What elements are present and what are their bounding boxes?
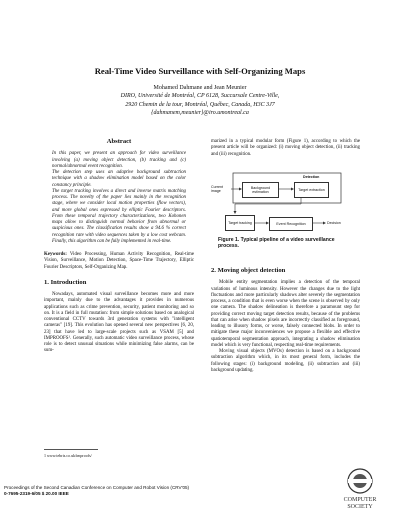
decision-label: Decision (327, 221, 341, 225)
author-block (0, 84, 400, 118)
author-email: {dahmanem,meunier}@iro.umontreal.ca (151, 110, 249, 117)
abstract-body (44, 151, 194, 245)
proceedings-line: Proceedings of the Second Canadian Conference on Computer and Robot Vision (CRV'05) (4, 485, 190, 490)
footnote-rule (44, 449, 98, 450)
section-heading: 2. Moving object detection (211, 267, 286, 274)
computer-society-logo (330, 466, 390, 512)
abstract-paragraph: In this paper, we present an approach for video surveillance involving (a) moving object detection, (b) tracking and (c) normal/abnormal event recognition. (52, 151, 186, 169)
left-column (44, 139, 194, 355)
right-column-bottom (211, 268, 360, 374)
camera-label: Current image (211, 185, 223, 194)
authors: Mohamed Dahmane and Jean Meunier (153, 85, 247, 91)
intro-heading: 1. Introduction (44, 278, 87, 286)
arrowhead (234, 211, 237, 214)
target-extraction-box: Target extraction (294, 182, 329, 198)
abstract-paragraph: The target tracking involves a direct and inverse matrix matching process. The novelty of the paper lies mainly in the recognition stage, where we consider local motion properties (flow vectors), and more global ones expressed by elliptic Fourier descriptors. From these temporal trajectory characterizations, two Kohonen maps allow to distinguish normal behavior from abnormal or suspicious ones. The classification results show a 94.6 % correct recognition rate with video sequences taken by a low cost webcam. Finally, this algorithm can be fully implemented in real-time. (52, 188, 186, 244)
keywords-label: Keywords: (44, 252, 67, 257)
logo-text-line: SOCIETY (347, 503, 373, 510)
event-recognition-box: Event Recognition (269, 217, 313, 231)
detection-label: Detection (303, 175, 320, 179)
arrowhead (323, 222, 326, 225)
intro-paragraph: Nowadays, automated visual surveillance becomes more and more important, mainly due to the advantages it provides in numerous applications such as crime prevention, security, patient monitoring and so on. It is a field in full mutation: from simple solutions based on analogical conventional CCTV towards 3rd generation systems with "intelligent cameras" [19]. This evolution has opened several new perspectives [6, 20, 23] that have led to large-scale projects such as VSAM [5] and IMPROOFS¹. Generally, such automatic video surveillance process, whose role is to detect unusual situations while minimizing false alarms, can be sum- (44, 292, 194, 354)
paper-title: Real-Time Video Surveillance with Self-Organizing Maps (94, 66, 306, 76)
keywords-text: Video Processing, Human Activity Recognition, Real-time Vision, Surveillance, Motion Detection, Space-Time Trajectory, Elliptic Fourier Descriptors, Self-Organizing Map. (44, 252, 194, 270)
abstract-heading: Abstract (106, 138, 132, 145)
isbn-line: 0-7695-2319-6/05 $ 20.00 IEEE (4, 491, 69, 496)
logo-text-line: COMPUTER (343, 497, 377, 503)
pipeline-figure (211, 171, 360, 231)
section-paragraph: Moving visual objects (MVOs) detection is based on a background subtraction algorithm which, in its most general form, includes the following stages: (i) background modeling, (ii) subtraction and (iii) background updating. (211, 349, 360, 373)
figure-caption: Figure 1. Typical pipeline of a video surveillance process. (218, 237, 335, 250)
keywords (44, 252, 194, 271)
right-column-top (211, 139, 360, 158)
footnote: 1 www.tebris.co.uk/improofs/ (44, 453, 92, 458)
background-estimation-box: Background estimation (242, 182, 279, 198)
section-paragraph: Mobile entity segmentation implies a detection of the temporal variations of luminous intensity. However the changes due to the light fluctuations and more particularly shadows alter severely the segmentation process, a condition that is even worse when the scene is observed by only one camera. The shadow delineation is therefore a paramount step for providing correct moving target detection results, because of the problems that can arise when shadow pixels are incorrectly classified as foreground, leading to illusory forms, or worse, falsely connected blobs. In order to mitigate these major inconveniences we propose a flexible and effective spatiotemporal segmentation approach, integrating a shadow elimination model which is very functional, respecting real-time requirements. (211, 280, 360, 348)
affiliation-line-1: DIRO, Université de Montréal, CP 6128, Succursale Centre-Ville, (120, 93, 280, 100)
target-tracking-box: Target tracking (225, 215, 255, 231)
proceedings-footer (4, 485, 189, 497)
logo-icon (336, 466, 396, 496)
continued-paragraph: marized in a typical modular form (Figure 1), according to which the present article will be organized: (i) moving object detection, (ii) tracking and (iii) recognition. (211, 139, 360, 157)
affiliation-line-2: 2920 Chemin de la tour, Montréal, Québec, Canada, H3C 3J7 (125, 101, 275, 108)
abstract-paragraph: The detection step uses an adaptive background subtraction technique with a shadow elimination model based on the color constancy principle. (52, 170, 186, 188)
logo-text (330, 497, 390, 510)
